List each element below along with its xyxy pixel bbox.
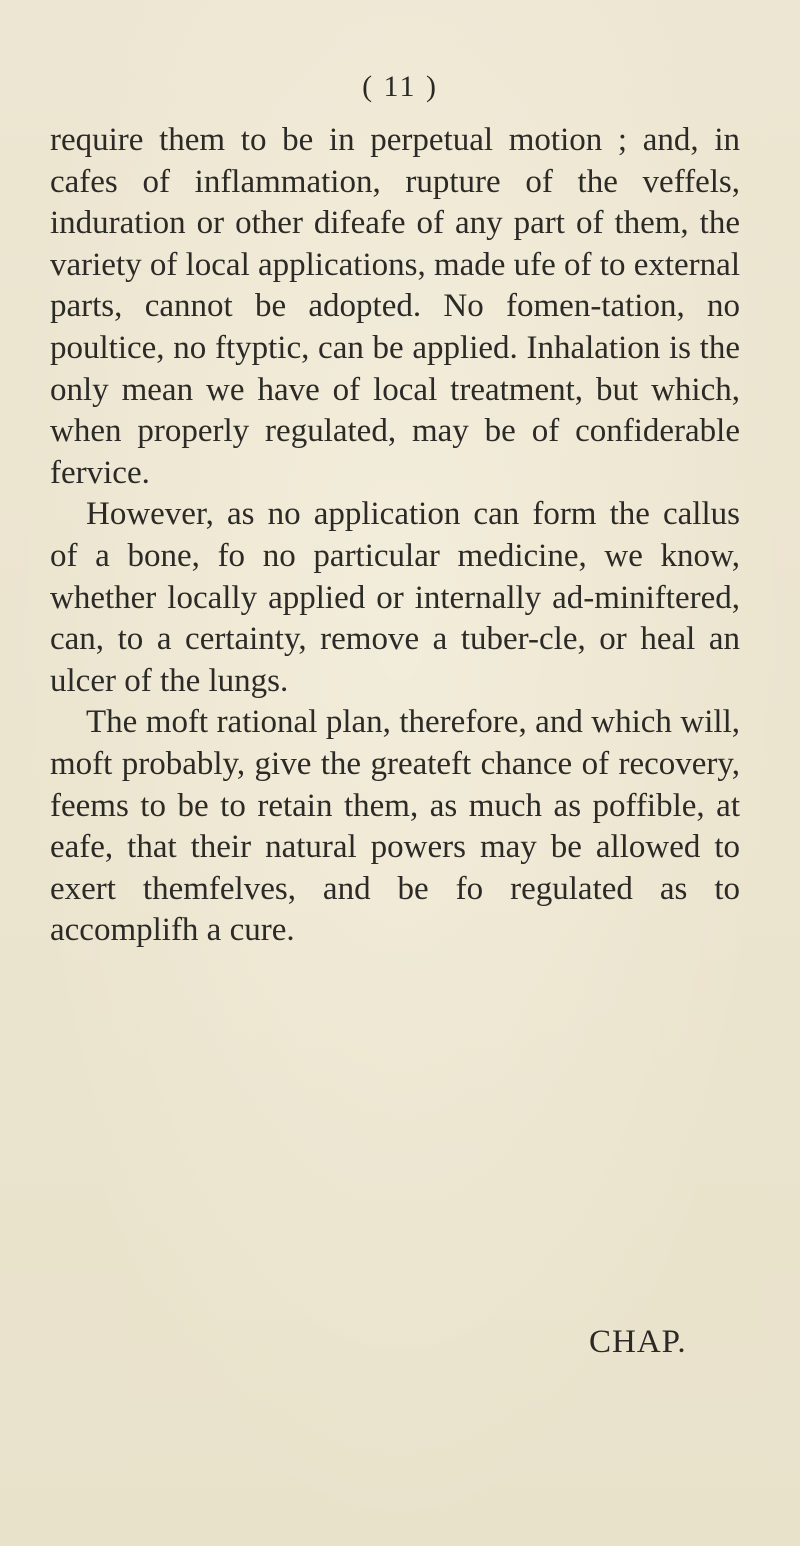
body-text <box>50 120 740 952</box>
page-number: ( 11 ) <box>362 70 438 103</box>
paragraph-1: require them to be in perpetual motion ; and, in cafes of inflammation, rupture of the veffels, induration or other difeafe of any part of them, the variety of local applications, made ufe of to external parts, cannot be adopted. No fomen-tation, no poultice, no ftyptic, can be applied. Inhalation is the only mean we have of local treatment, but which, when properly regulated, may be of confiderable fervice. <box>50 122 740 491</box>
paragraph-3: The moft rational plan, therefore, and which will, moft probably, give the greateft chance of recovery, feems to be to retain them, as much as poffible, at eafe, that their natural powers may be allowed to exert themfelves, and be fo regulated as to accomplifh a cure. <box>50 704 740 949</box>
catchword: CHAP. <box>589 1324 687 1360</box>
paragraph-2: However, as no application can form the callus of a bone, fo no particular medicine, we know, whether locally applied or internally ad-miniftered, can, to a certainty, remove a tuber-cle, or heal an ulcer of the lungs. <box>50 496 740 699</box>
